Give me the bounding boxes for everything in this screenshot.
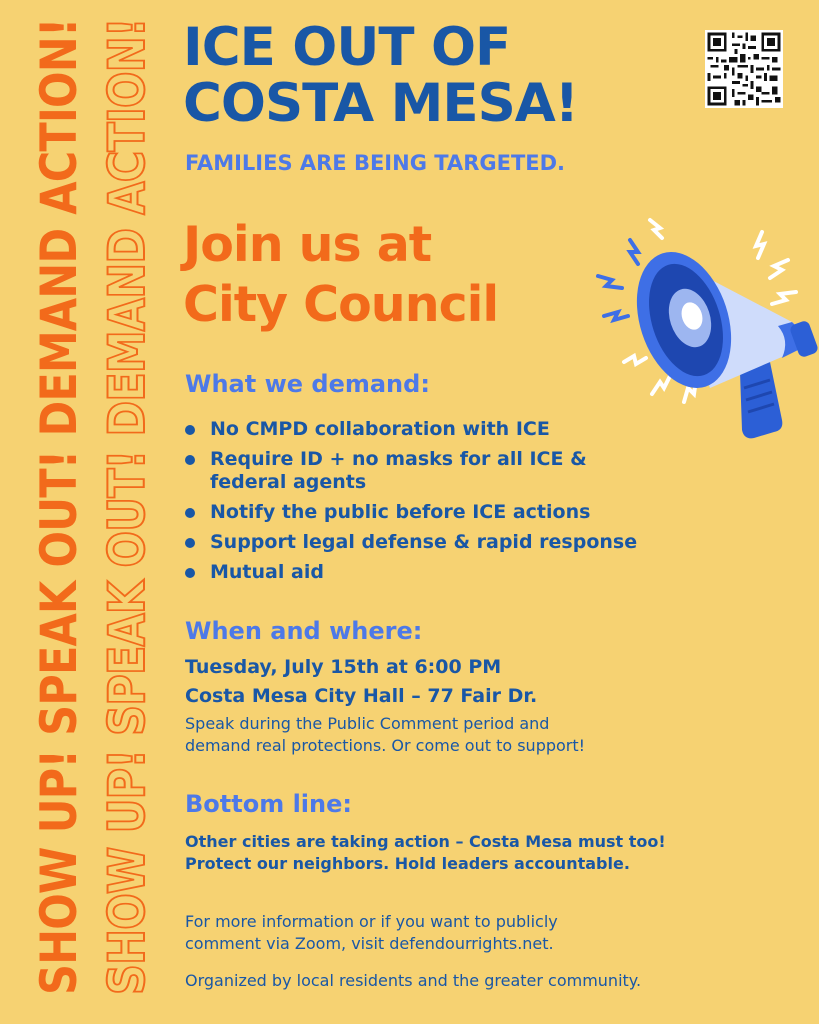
event-location: Costa Mesa City Hall – 77 Fair Dr. (185, 685, 538, 707)
bottom-line-text: Other cities are taking action – Costa Mesa must too! Protect our neighbors. Hold leaders accountable. (185, 832, 666, 873)
join-line-2: City Council (183, 276, 499, 333)
join-heading (183, 215, 498, 335)
bullet-icon (185, 538, 195, 548)
side-slogan-outline: SHOW UP! SPEAK OUT! DEMAND ACTION! (98, 18, 156, 996)
demands-heading: What we demand: (185, 370, 430, 398)
footer-organized: Organized by local residents and the greater community. (185, 971, 642, 990)
list-item: No CMPD collaboration with ICE (185, 418, 705, 441)
join-line-1: Join us at (183, 216, 432, 273)
page-title (183, 17, 578, 134)
title-line-2: COSTA MESA! (183, 73, 578, 134)
subtitle: FAMILIES ARE BEING TARGETED. (185, 151, 566, 175)
list-item: Require ID + no masks for all ICE & federal agents (185, 448, 660, 494)
side-banner (0, 0, 170, 1024)
when-where-heading: When and where: (185, 617, 423, 645)
footer-info: For more information or if you want to publicly comment via Zoom, visit defendourrights.net. (185, 912, 558, 953)
qr-code-icon[interactable] (705, 30, 783, 108)
megaphone-icon (592, 212, 818, 442)
demands-list (185, 418, 705, 591)
title-line-1: ICE OUT OF (183, 17, 511, 78)
bottom-line-heading: Bottom line: (185, 790, 352, 818)
side-slogan-solid: SHOW UP! SPEAK OUT! DEMAND ACTION! (30, 18, 88, 996)
bullet-icon (185, 568, 195, 578)
list-item: Support legal defense & rapid response (185, 531, 705, 554)
event-details: Speak during the Public Comment period and demand real protections. Or come out to support! (185, 714, 586, 755)
list-item: Notify the public before ICE actions (185, 501, 705, 524)
bullet-icon (185, 425, 195, 435)
list-item: Mutual aid (185, 561, 705, 584)
event-date: Tuesday, July 15th at 6:00 PM (185, 656, 502, 678)
bullet-icon (185, 455, 195, 465)
bullet-icon (185, 508, 195, 518)
